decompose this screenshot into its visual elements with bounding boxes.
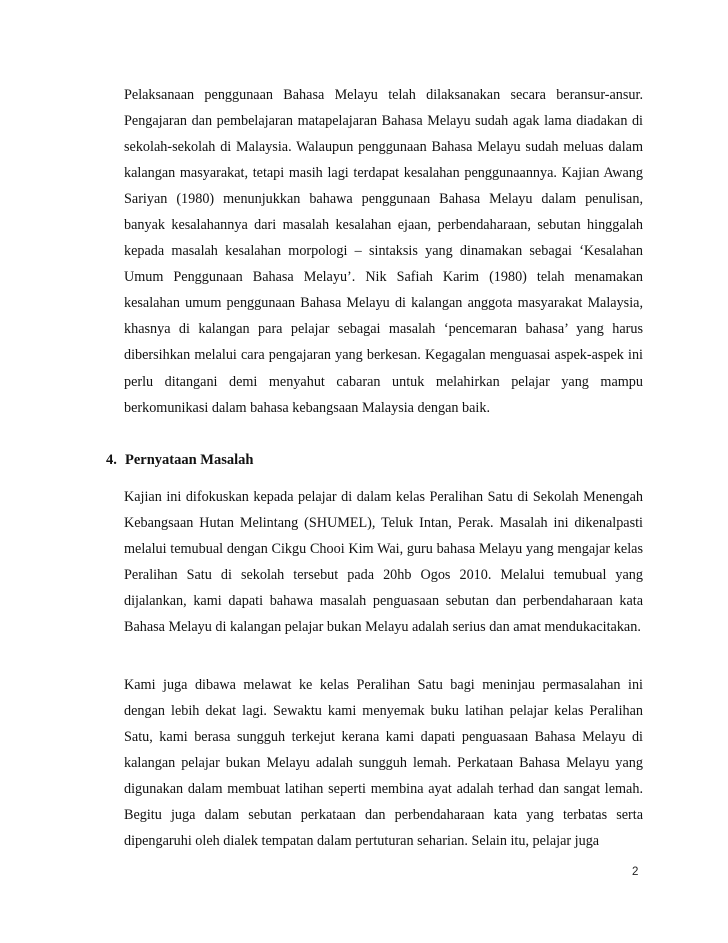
section-number: 4. [106,452,117,468]
section-heading [106,452,253,469]
intro-paragraph: Pelaksanaan penggunaan Bahasa Melayu telah dilaksanakan secara beransur-ansur. Pengajaran dan pembelajaran matapelajaran Bahasa Melayu sudah agak lama diadakan di sekolah-sekolah di Malaysia. Walaupun penggunaan Bahasa Melayu sudah meluas dalam kalangan masyarakat, tetapi masih lagi terdapat kesalahan penggunaannya. Kajian Awang Sariyan (1980) menunjukkan bahawa penggunaan Bahasa Melayu dalam penulisan, banyak kesalahannya dari masalah kesalahan ejaan, perbendaharaan, sebutan hinggalah kepada masalah kesalahan morpologi – sintaksis yang dinamakan sebagai ‘Kesalahan Umum Penggunaan Bahasa Melayu’. Nik Safiah Karim (1980) telah menamakan kesalahan umum penggunaan Bahasa Melayu di kalangan anggota masyarakat Malaysia, khasnya di kalangan para pelajar sebagai masalah ‘pencemaran bahasa’ yang harus dibersihkan melalui cara pengajaran yang berkesan. Kegagalan menguasai aspek-aspek ini perlu ditangani demi menyahut cabaran untuk melahirkan pelajar yang mampu berkomunikasi dalam bahasa kebangsaan Malaysia dengan baik. [124,87,643,416]
section-title: Pernyataan Masalah [125,452,254,468]
page-number: 2 [632,866,639,878]
problem-paragraph-1: Kajian ini difokuskan kepada pelajar di dalam kelas Peralihan Satu di Sekolah Menengah Kebangsaan Hutan Melintang (SHUMEL), Teluk Intan, Perak. Masalah ini dikenalpasti melalui temubual dengan Cikgu Chooi Kim Wai, guru bahasa Melayu yang mengajar kelas Peralihan Satu di sekolah tersebut pada 20hb Ogos 2010. Melalui temubual yang dijalankan, kami dapati bahawa masalah penguasaan sebutan dan perbendaharaan kata Bahasa Melayu di kalangan pelajar bukan Melayu adalah serius dan amat mendukacitakan. [124,489,643,636]
problem-paragraph-2: Kami juga dibawa melawat ke kelas Peralihan Satu bagi meninjau permasalahan ini dengan lebih dekat lagi. Sewaktu kami menyemak buku latihan pelajar kelas Peralihan Satu, kami berasa sungguh terkejut kerana kami dapati penguasaan Bahasa Melayu di kalangan pelajar bukan Melayu adalah sungguh lemah. Perkataan Bahasa Melayu yang digunakan dalam membuat latihan seperti membina ayat adalah terhad dan sangat lemah. Begitu juga dalam sebutan perkataan dan perbendaharaan kata yang terbatas serta dipengaruhi oleh dialek tempatan dalam pertuturan seharian. Selain itu, pelajar juga [124,677,643,850]
